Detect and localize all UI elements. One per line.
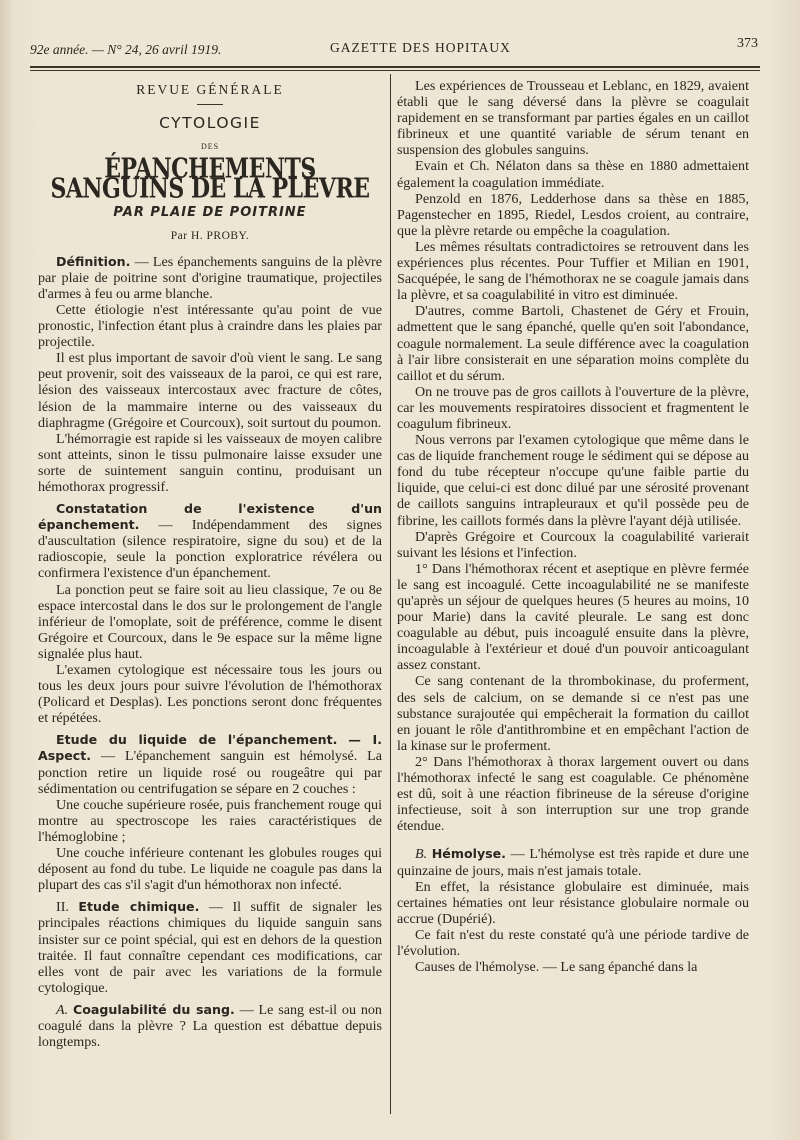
paragraph: Une couche supérieure rosée, puis franchement rouge qui montre au spectroscope les raies caractéristiques de l'hémoglobine ;	[38, 796, 382, 845]
subsection-heading: — I. Aspect.	[38, 732, 382, 764]
paragraph: Une couche inférieure contenant les globules rouges qui déposent au fond du tube. Le liquide ne coagule pas dans la plupart des cas s'il s'agit d'un hémothorax non infecté.	[38, 845, 382, 894]
paragraph: La ponction peut se faire soit au lieu classique, 7e ou 8e espace intercostal dans le dos sur le prolongement de l'angle inférieur de l'omoplate, soit de préférence, comme le disent Grégoire et Courcoux, dans le 9e espace sur la même ligne signalée plus haut.	[38, 581, 382, 662]
paragraph: On ne trouve pas de gros caillots à l'ouverture de la plèvre, car les mouvements respiratoires dissocient et fragmentent le coagulum fibrineux.	[397, 383, 749, 432]
journal-title: GAZETTE DES HOPITAUX	[330, 40, 511, 55]
paragraph: L'hémorragie est rapide si les vaisseaux de moyen calibre sont atteints, sinon le tissu pulmonaire laisse exsuder une sorte de suintement sanguin continu, produisant un hémothorax progressif.	[38, 430, 382, 495]
article-kicker: CYTOLOGIE	[159, 114, 261, 133]
paragraph: 1° Dans l'hémothorax récent et aseptique en plèvre fermée le sang est incoagulé. Cette incoagulabilité ne se manifeste qu'après un séjour de quelques heures (5 heures au moins, 10 pour Marie) dans la cavité pleurale. Le sang est donc coagulable au début, puis incoagulé ensuite dans la plèvre, incoagulable à l'extérieur et doué d'un pouvoir anticoagulant assez constant.	[397, 560, 749, 674]
paragraph: Evain et Ch. Nélaton dans sa thèse en 1880 admettaient également la coagulation immédiate.	[397, 158, 749, 191]
title-connector: DES	[200, 142, 220, 152]
right-column	[397, 78, 749, 975]
section-heading: Coagulabilité du sang.	[72, 1001, 235, 1017]
paragraph: L'examen cytologique est nécessaire tous les jours ou tous les deux jours pour suivre l'évolution de l'hémothorax (Policard et Desplas). Les ponctions seront donc fréquentes et répétées.	[38, 662, 382, 727]
paragraph: Nous verrons par l'examen cytologique que même dans le cas de liquide franchement rouge le sédiment qui se dépose au fond du tube récepteur n'occupe qu'une faible partie du liquide, que celui-ci est donc dilué par une sérosité provenant de caillots sanguins intrapleuraux et qu'il possède peu de fibrine, les caillots formés dans la plèvre l'ayant déjà utilisée.	[397, 432, 749, 529]
paragraph: Cette étiologie n'est intéressante qu'au point de vue pronostic, l'infection étant plus à craindre dans les plaies par projectile.	[38, 301, 382, 351]
paragraph: D'après Grégoire et Courcoux la coagulabilité varierait suivant les lésions et l'infection.	[397, 528, 749, 561]
paragraph: Il est plus important de savoir d'où vient le sang. Le sang peut provenir, soit des vaisseaux de la paroi, ce qui est rare, lésion des vaisseaux intercostaux avec fracture de côtes, lésion de la mammaire interne ou des vaisseaux du diaphragme (Grégoire et Courcoux), soit surtout du poumon.	[38, 350, 382, 431]
paragraph: Les expériences de Trousseau et Leblanc, en 1829, avaient établi que le sang déversé dans la plèvre se coagulait rapidement en se transformant par parties égales en un caillot fibrineux et une quantité variable de sérum tenant en suspension des globules sanguins.	[397, 78, 749, 159]
paragraph: Constatation de l'existence d'un épanchement. — Indépendamment des signes d'auscultation (silence respiratoire, signe du sou) et de la radioscopie, seule la ponction exploratrice révélera ou confirmera l'existence d'un épanchement.	[38, 501, 382, 582]
article-subtitle: PAR PLAIE DE POITRINE	[113, 205, 307, 221]
paragraph: A. Coagulabilité du sang. — Le sang est-il ou non coagulé dans la plèvre ? La question est débattue depuis longtemps.	[38, 1001, 382, 1051]
paragraph: D'autres, comme Bartoli, Chastenet de Géry et Frouin, admettent que le sang épanché, quelle qu'en soit l'abondance, coagule normalement. La seule différence avec la coagulation à l'air libre consisterait en une séparation moins complète du caillot et du sérum.	[397, 303, 749, 384]
paragraph: Ce sang contenant de la thrombokinase, du proferment, des sels de calcium, on se demande si ce n'est pas une substance surajoutée qui empêcherait la formation du caillot en jouant le rôle d'antithrombine et en empêchant l'action de la kinase sur le proferment.	[397, 673, 749, 754]
article-title: ÉPANCHEMENTS SANGUINS DE LA PLÈVRE	[50, 153, 370, 206]
paragraph: Penzold en 1876, Ledderhose dans sa thèse en 1885, Pagenstecher en 1895, Riedel, Lesdos croient, au contraire, que la plèvre retarde ou empêche la coagulation.	[397, 190, 749, 239]
paragraph: Les mêmes résultats contradictoires se retrouvent dans les expériences plus récentes. Pour Tuffier et Milian en 1901, Sacquépée, le sang de l'hémothorax ne se coagule jamais dans la plèvre, et sa coagulabilité in vitro est diminuée.	[397, 238, 749, 304]
paragraph: B. Hémolyse. — L'hémolyse est très rapide et dure une quinzaine de jours, mais n'est jamais totale.	[397, 846, 749, 879]
section-heading: Etude chimique.	[78, 899, 200, 915]
paragraph: En effet, la résistance globulaire est diminuée, mais certaines hématies ont leur résistance globulaire normale ou accrue (Dupérié).	[397, 878, 749, 927]
paragraph: Causes de l'hémolyse. — Le sang épanché dans la	[415, 959, 698, 976]
paragraph: Ce fait n'est du reste constaté qu'à une période tardive de l'évolution.	[397, 926, 749, 959]
section-heading: Définition.	[56, 253, 131, 269]
paragraph: 2° Dans l'hémothorax à thorax largement ouvert ou dans l'hémothorax infecté le sang est coagulable. Ce phénomène est dû, soit à une réaction fibrineuse de la séreuse d'origine infectieuse, soit à son interruption sur une trop grande étendue.	[397, 753, 749, 835]
issue-line: 92e année. — N° 24, 26 avril 1919.	[30, 42, 222, 57]
left-column	[38, 78, 382, 1050]
page-header	[30, 36, 770, 62]
article-author: Par H. PROBY.	[170, 229, 250, 242]
section-heading: Etude du liquide de l'épanchement.	[56, 732, 338, 748]
column-divider	[390, 74, 391, 1114]
header-rule-thin	[30, 70, 760, 71]
page-number: 373	[737, 36, 758, 51]
paragraph: II. Etude chimique. — Il suffit de signaler les principales réactions chimiques du liquide sanguin sans insister sur ce point spécial, qui est en dehors de la question traitée. Il faut connaître cependant ces modifications, car elles vont de pair avec les variations de la formule cytologique.	[38, 899, 383, 996]
section-heading: Hémolyse.	[431, 846, 506, 862]
section-heading: Constatation de l'existence d'un épanchement.	[38, 501, 382, 533]
paragraph: Définition. — Les épanchements sanguins de la plèvre par plaie de poitrine sont d'origine traumatique, projectiles d'armes à feu ou arme blanche.	[38, 253, 382, 302]
paragraph: Etude du liquide de l'épanchement. — I. Aspect. — L'épanchement sanguin est hémolysé. La ponction retire un liquide rosé ou rougeâtre qui par sédimentation ou centrifugation se sépare en 2 couches :	[38, 732, 382, 797]
header-rule	[30, 66, 760, 68]
section-label: REVUE GÉNÉRALE	[136, 82, 284, 97]
